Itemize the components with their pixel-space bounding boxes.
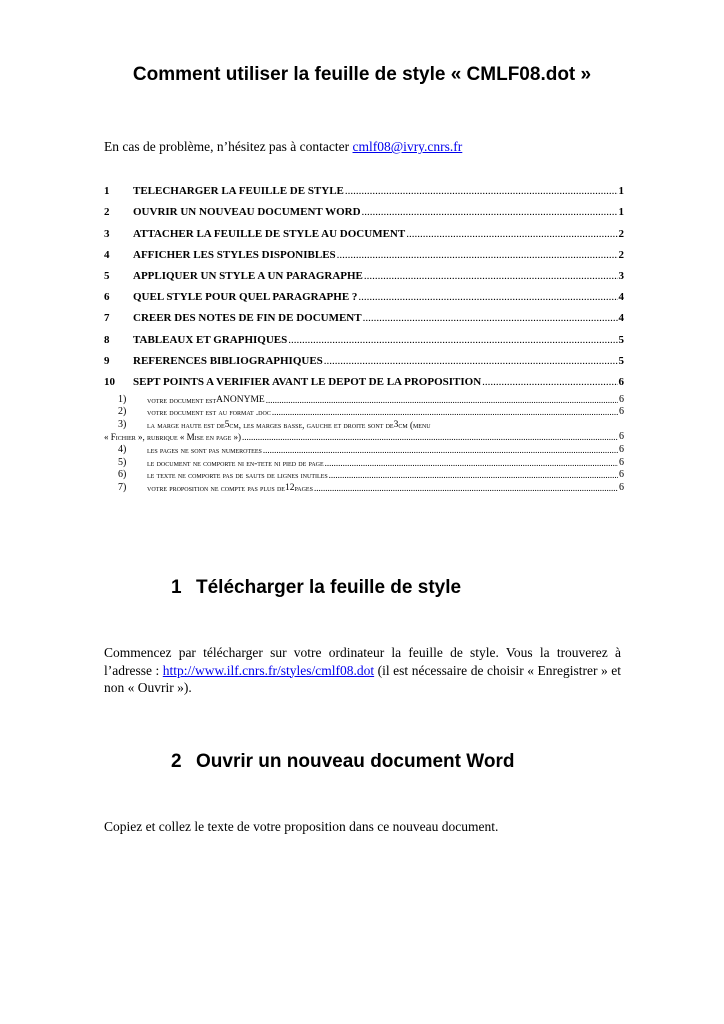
contact-line [104, 139, 462, 155]
toc-entry[interactable]: 3 ATTACHER LA FEUILLE DE STYLE AU DOCUMENT ..... 2 [104, 218, 624, 239]
toc-entry-page: 5 [618, 333, 624, 346]
toc-entry[interactable]: 8 TABLEAUX ET GRAPHIQUES ..... 5 [104, 324, 624, 345]
toc-subentry[interactable]: 2) votre document est au format .doc ..... 6 [104, 405, 624, 418]
toc-entry-label: APPLIQUER UN STYLE A UN PARAGRAPHE [133, 269, 363, 282]
toc-entry-label: QUEL STYLE POUR QUEL PARAGRAPHE ? [133, 291, 358, 304]
toc-entry[interactable]: 1 TELECHARGER LA FEUILLE DE STYLE ..... 1 [104, 176, 624, 197]
toc-entry-page: 5 [618, 354, 624, 367]
toc-entry[interactable]: 4 AFFICHER LES STYLES DISPONIBLES ..... 2 [104, 240, 624, 261]
toc-subentry-continuation[interactable]: « Fichier », rubrique « Mise en page ») ..... 6 [104, 430, 624, 443]
toc-entry-page: 2 [618, 227, 624, 240]
toc-entry-page: 3 [618, 269, 624, 282]
toc-entry-page: 2 [618, 248, 624, 261]
toc-subentry[interactable]: 7) votre proposition ne compte pas plus de 12 pages ..... 6 [104, 480, 624, 493]
table-of-contents [104, 176, 624, 388]
toc-entry-label: SEPT POINTS A VERIFIER AVANT LE DEPOT DE LA PROPOSITION [133, 375, 482, 388]
toc-entry[interactable]: 9 REFERENCES BIBLIOGRAPHIQUES ..... 5 [104, 346, 624, 367]
toc-subentry[interactable]: 4) les pages ne sont pas numerotees ..... 6 [104, 442, 624, 455]
toc-entry[interactable]: 2 OUVRIR UN NOUVEAU DOCUMENT WORD ..... 1 [104, 197, 624, 218]
toc-subentry[interactable]: 1) votre document est ANONYME ..... 6 [104, 392, 624, 405]
toc-entry-label: CREER DES NOTES DE FIN DE DOCUMENT [133, 312, 362, 325]
toc-subentries [104, 392, 624, 493]
toc-entry-page: 1 [618, 206, 624, 219]
toc-entry[interactable]: 7 CREER DES NOTES DE FIN DE DOCUMENT ..... 4 [104, 303, 624, 324]
toc-entry-label: TABLEAUX ET GRAPHIQUES [133, 333, 288, 346]
toc-subentry[interactable]: 3) la marge haute est de 5 cm, les marges basse, gauche et droite sont de 3 cm (menu [118, 418, 431, 430]
toc-entry-label: TELECHARGER LA FEUILLE DE STYLE [133, 185, 344, 198]
toc-subentry[interactable]: 5) le document ne comporte ni en-tete ni pied de page ..... 6 [104, 455, 624, 468]
toc-entry-label: OUVRIR UN NOUVEAU DOCUMENT WORD [133, 206, 361, 219]
document-title: Comment utiliser la feuille de style « CMLF08.dot » [132, 64, 592, 85]
section-2-heading: 2 Ouvrir un nouveau document Word [171, 751, 515, 772]
contact-text: En cas de problème, n’hésitez pas à contacter [104, 139, 353, 154]
toc-entry-label: REFERENCES BIBLIOGRAPHIQUES [133, 354, 323, 367]
toc-entry-label: AFFICHER LES STYLES DISPONIBLES [133, 248, 336, 261]
toc-entry[interactable]: 10 SEPT POINTS A VERIFIER AVANT LE DEPOT DE LA PROPOSITION ..... 6 [104, 367, 624, 388]
toc-entry-page: 6 [618, 375, 624, 388]
section-1-heading: 1 Télécharger la feuille de style [171, 577, 462, 598]
section-2-paragraph: Copiez et collez le texte de votre proposition dans ce nouveau document. [104, 819, 499, 834]
section-1-paragraph: Commencez par télécharger sur votre ordinateur la feuille de style. Vous la trouverez à l’adresse : http://www.ilf.cnrs.fr/styles/cmlf08.dot (il est nécessaire de choisir « Enregistrer » et non « Ouvrir »). [104, 645, 622, 695]
toc-entry-page: 1 [618, 185, 624, 198]
toc-entry[interactable]: 5 APPLIQUER UN STYLE A UN PARAGRAPHE ..... 3 [104, 261, 624, 282]
toc-entry-label: ATTACHER LA FEUILLE DE STYLE AU DOCUMENT [133, 227, 406, 240]
toc-subentry[interactable]: 6) le texte ne comporte pas de sauts de lignes inutiles ..... 6 [104, 468, 624, 481]
toc-entry-page: 4 [618, 312, 624, 325]
toc-entry-page: 4 [618, 291, 624, 304]
contact-email-link[interactable]: cmlf08@ivry.cnrs.fr [352, 139, 463, 154]
toc-entry[interactable]: 6 QUEL STYLE POUR QUEL PARAGRAPHE ? ..... 4 [104, 282, 624, 303]
stylesheet-download-link[interactable]: http://www.ilf.cnrs.fr/styles/cmlf08.dot [162, 662, 375, 678]
